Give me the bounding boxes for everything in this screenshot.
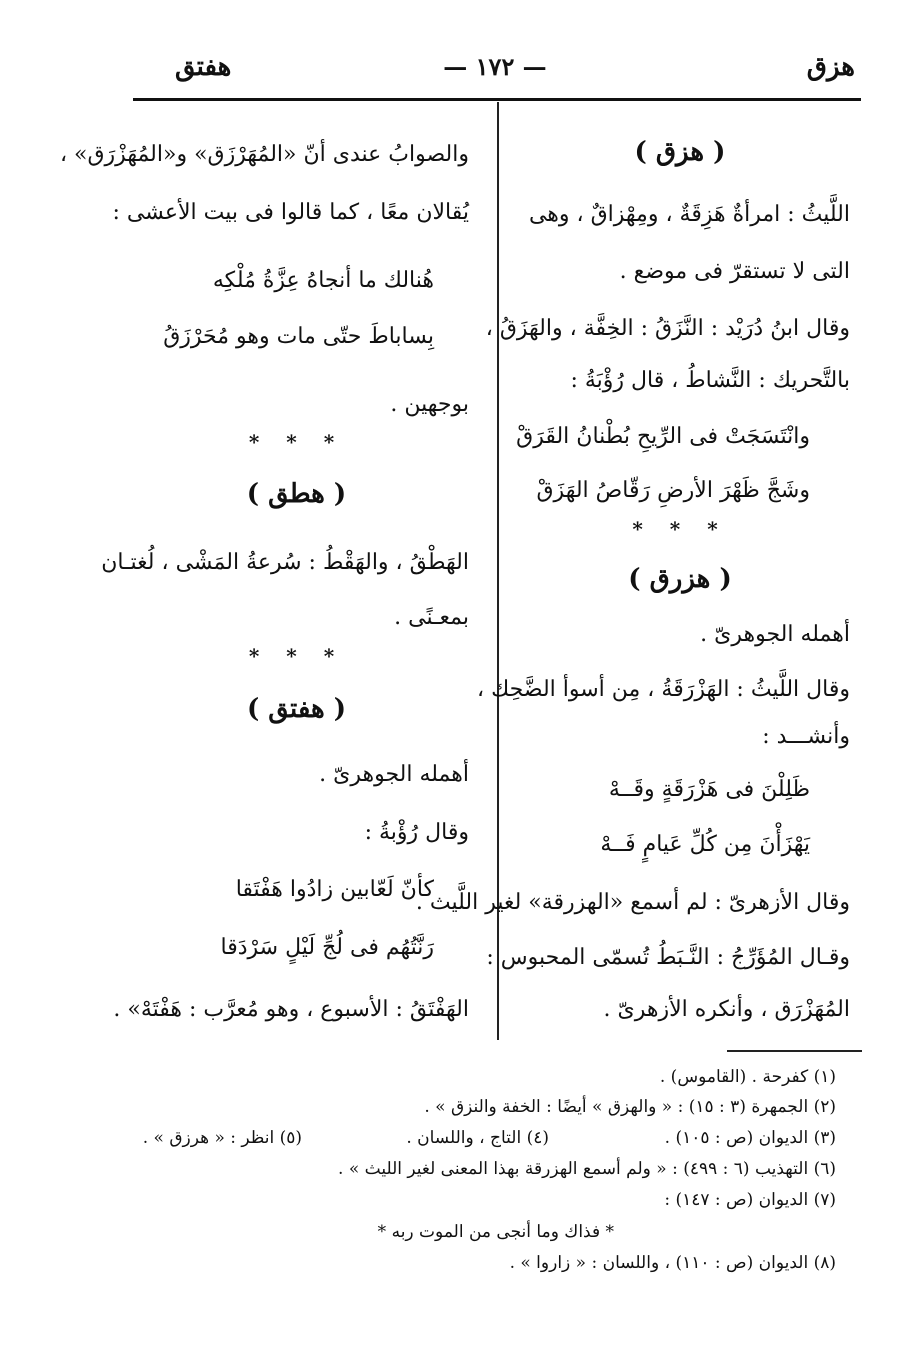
text-line: يُقالان معًا ، كما قالوا فى بيت الأعشى : — [112, 200, 469, 225]
text-line: بالتَّحريك : النَّشاطُ ، قال رُؤْبَةُ : — [570, 368, 850, 393]
text-line: بوجهين . — [390, 392, 469, 417]
footnote: (٦) التهذيب (٦ : ٤٩٩) : « ولم أسمع الهزرقة بهذا المعنى لغير الليث » . — [338, 1159, 836, 1179]
entry-heading-hzq: ( هزق ) — [634, 137, 726, 167]
text-line: التى لا تستقرّ فى موضع . — [619, 259, 850, 284]
text-line: أهمله الجوهرىّ . — [700, 622, 850, 647]
section-separator: * * * — [632, 517, 728, 541]
section-separator: * * * — [248, 430, 345, 454]
verse-line: وانْتَسَجَتْ فى الرِّيحِ بُطْنانُ القَرَقْ — [516, 424, 810, 449]
verse-line: يَهْزَأْنَ مِن كُلِّ عَيامٍ فَــهْ — [600, 832, 810, 857]
text-line: وقال ابنُ دُرَيْد : النَّزَقُ : الخِفَّة ، والهَزَقُ ، — [485, 316, 850, 341]
header-rule — [133, 98, 861, 101]
footnote: (٢) الجمهرة (٣ : ١٥) : « والهزق » أيضًا : الخفة والنزق » . — [424, 1097, 836, 1117]
footnote: (٣) الديوان (ص : ١٠٥) . — [664, 1128, 836, 1148]
footnote: (٤) التاج ، واللسان . — [406, 1128, 549, 1148]
text-line: وقال رُؤْبةُ : — [364, 820, 469, 845]
text-line: أهمله الجوهرىّ . — [319, 762, 469, 787]
text-line: الهَطْقُ ، والهَقْطُ : سُرعةُ المَشْى ، لُغتـان — [101, 550, 469, 575]
text-line: اللَّيثُ : امرأةٌ هَزِقَةٌ ، ومِهْزاقٌ ، وهى — [528, 202, 850, 227]
header-left-entry: هفتق — [175, 52, 232, 82]
text-line: الهَفْتَقُ : الأسبوع ، وهو مُعرَّب : هَفْتَهْ» . — [113, 997, 469, 1022]
text-line: وقال اللَّيثُ : الهَزْرَقَةُ ، مِن أسوأ الضَّحِك ، — [477, 677, 850, 702]
entry-heading-htq: ( هطق ) — [246, 479, 347, 509]
text-line: المُهَزْرَق ، وأنكره الأزهرىّ . — [603, 997, 850, 1022]
footnote: (١) كفرحة . (القاموس) . — [659, 1067, 836, 1087]
verse-line: رَنَّتُهُم فى لُجِّ لَيْلٍ سَرْدَقا — [220, 935, 434, 960]
verse-line: وشَجَّ ظَهْرَ الأرضِ رَقّاصُ الهَزَقْ — [536, 478, 810, 503]
page-header — [135, 52, 855, 92]
entry-heading-hftq: ( هفتق ) — [246, 694, 347, 724]
text-line: والصوابُ عندى أنّ «المُهَرْزَق» و«المُهَزْرَق» ، — [59, 142, 469, 167]
footnote: (٧) الديوان (ص : ١٤٧) : — [664, 1190, 836, 1210]
text-line: بمعـنًى . — [394, 605, 469, 630]
verse-line: بِساباطَ حتّى مات وهو مُحَرْزَقُ — [163, 324, 434, 349]
verse-line: كأنّ لَعّابين زادُوا هَفْتَقا — [235, 877, 434, 902]
footnote-verse: * فذاك وما أنجى من الموت ربه * — [377, 1222, 614, 1242]
text-line: وقال الأزهرىّ : لم أسمع «الهزرقة» لغير اللَّيث . — [415, 890, 850, 915]
page-number: — ١٧٢ — — [443, 52, 547, 81]
text-line: وأنشـــد : — [762, 724, 850, 749]
header-right-entry: هزق — [806, 52, 855, 82]
verse-line: ظَلِلْنَ فى هَزْرَقَةٍ وقَــهْ — [608, 777, 810, 802]
text-line: وقـال المُؤَرِّجُ : النَّـبَطُ تُسمّى المحبوس : — [486, 945, 850, 970]
footnote: (٥) انظر : « هرزق » . — [142, 1128, 302, 1148]
footnote: (٨) الديوان (ص : ١١٠) ، واللسان : « زاروا » . — [509, 1253, 836, 1273]
entry-heading-hzrq: ( هزرق ) — [628, 564, 732, 594]
verse-line: هُنالك ما أنجاهُ عِزَّةُ مُلْكِه — [212, 268, 434, 293]
footnote-rule — [727, 1050, 862, 1052]
section-separator: * * * — [248, 644, 345, 668]
